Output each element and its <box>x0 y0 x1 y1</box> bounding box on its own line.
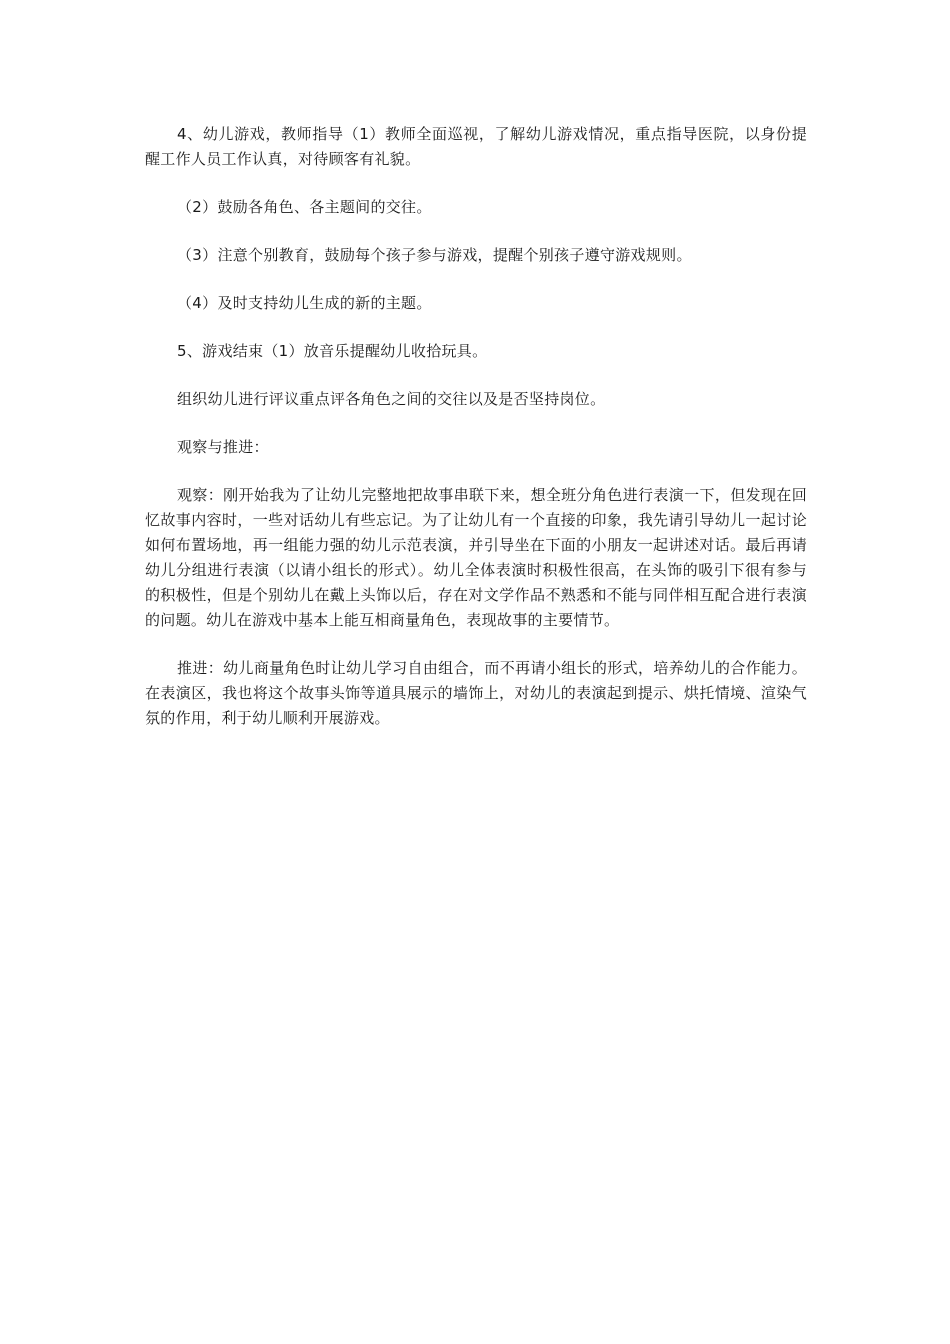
paragraph-individual-education: （3）注意个别教育，鼓励每个孩子参与游戏，提醒个别孩子遵守游戏规则。 <box>177 246 692 264</box>
document-body <box>145 122 807 731</box>
paragraph-support-new-themes: （4）及时支持幼儿生成的新的主题。 <box>177 294 432 312</box>
paragraph-evaluation: 组织幼儿进行评议重点评各角色之间的交往以及是否坚持岗位。 <box>177 390 606 408</box>
paragraph-encourage-interaction: （2）鼓励各角色、各主题间的交往。 <box>177 198 432 216</box>
paragraph-progress: 推进：幼儿商量角色时让幼儿学习自由组合，而不再请小组长的形式，培养幼儿的合作能力。在表演区，我也将这个故事头饰等道具展示的墙饰上，对幼儿的表演起到提示、烘托情境、渲染气氛的作用，利于幼儿顺利开展游戏。 <box>145 659 807 727</box>
paragraph-game-guidance: 4、幼儿游戏，教师指导（1）教师全面巡视，了解幼儿游戏情况，重点指导医院，以身份提醒工作人员工作认真，对待顾客有礼貌。 <box>145 125 807 168</box>
paragraph-game-end: 5、游戏结束（1）放音乐提醒幼儿收拾玩具。 <box>177 342 488 360</box>
paragraph-observation: 观察：刚开始我为了让幼儿完整地把故事串联下来，想全班分角色进行表演一下，但发现在回忆故事内容时，一些对话幼儿有些忘记。为了让幼儿有一个直接的印象，我先请引导幼儿一起讨论如何布置场地，再一组能力强的幼儿示范表演，并引导坐在下面的小朋友一起讲述对话。最后再请幼儿分组进行表演（以请小组长的形式）。幼儿全体表演时积极性很高，在头饰的吸引下很有参与的积极性，但是个别幼儿在戴上头饰以后，存在对文学作品不熟悉和不能与同伴相互配合进行表演的问题。幼儿在游戏中基本上能互相商量角色，表现故事的主要情节。 <box>145 486 807 629</box>
section-heading-observation-progress: 观察与推进： <box>177 438 269 456</box>
